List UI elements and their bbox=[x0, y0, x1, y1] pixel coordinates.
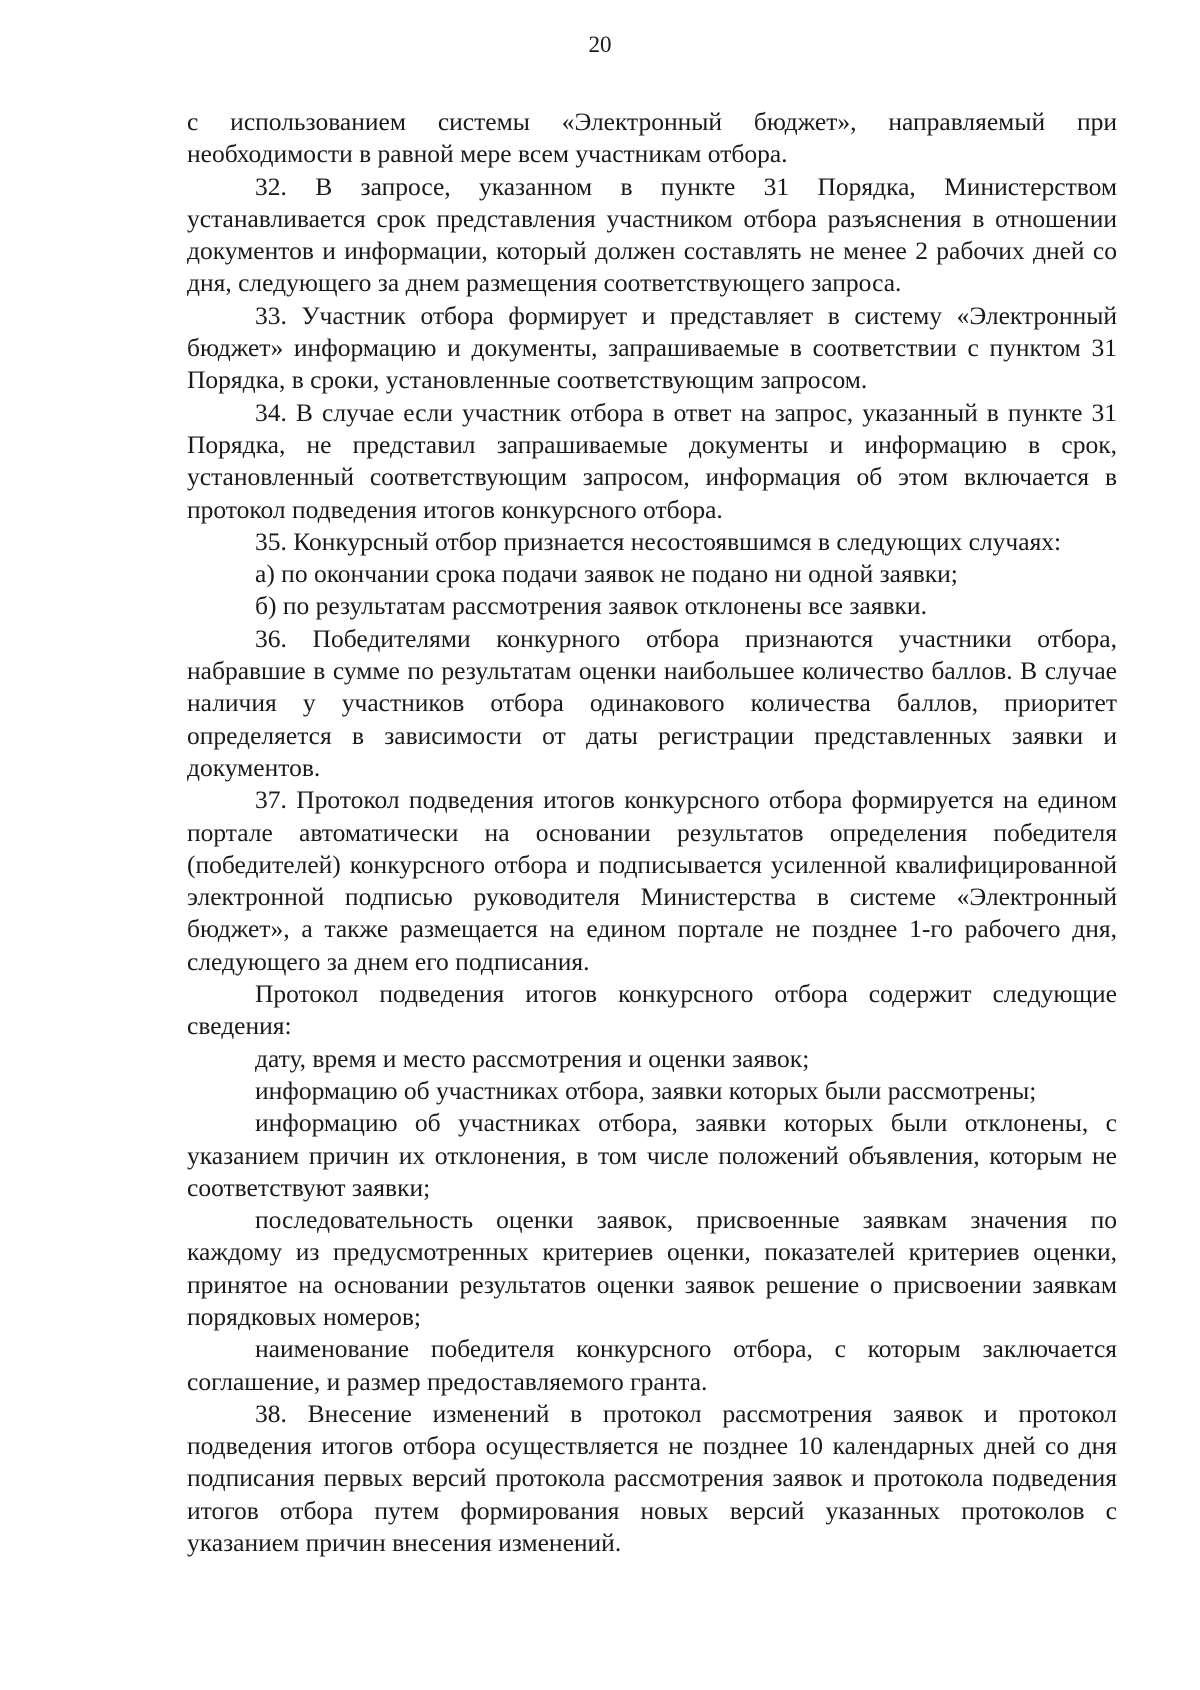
paragraph-36: 36. Победителями конкурного отбора признаются участники отбора, набравшие в сумме по результатам оценки наибольшее количество баллов. В случае наличия у участников отбора одинакового количества баллов, приоритет определяется в зависимости от даты регистрации представленных заявки и документов. bbox=[187, 623, 1117, 782]
list-item-reviewed-participants: информацию об участниках отбора, заявки которых были рассмотрены; bbox=[255, 1075, 1037, 1105]
paragraph-34: 34. В случае если участник отбора в ответ на запрос, указанный в пункте 31 Порядка, не представил запрашиваемые документы и информацию в срок, установленный соответствующим запросом, информация об этом включается в протокол подведения итогов конкурсного отбора. bbox=[187, 397, 1117, 524]
paragraph-35: 35. Конкурсный отбор признается несостоявшимся в следующих случаях: bbox=[255, 526, 1062, 556]
list-item-date-time-place: дату, время и место рассмотрения и оценки заявок; bbox=[255, 1043, 810, 1073]
list-item-evaluation-sequence: последовательность оценки заявок, присвоенные заявкам значения по каждому из предусмотренных критериев оценки, показателей критериев оценки, принятое на основании результатов оценки заявок решение о присвоении заявкам порядковых номеров; bbox=[187, 1205, 1117, 1331]
list-item-winner-name: наименование победителя конкурсного отбора, с которым заключается соглашение, и размер предоставляемого гранта. bbox=[187, 1334, 1117, 1396]
page-number: 20 bbox=[588, 32, 612, 57]
paragraph-37: 37. Протокол подведения итогов конкурсного отбора формируется на едином портале автоматически на основании результатов определения победителя (победителей) конкурсного отбора и подписывается усиленной квалифицированной электронной подписью руководителя Министерства в системе «Электронный бюджет», а также размещается на едином портале не позднее 1-го рабочего дня, следующего за днем его подписания. bbox=[187, 785, 1117, 976]
list-item-rejected-participants: информацию об участниках отбора, заявки которых были отклонены, с указанием причин их отклонения, в том числе положений объявления, которым не соответствуют заявки; bbox=[187, 1108, 1117, 1202]
paragraph-protocol-contents: Протокол подведения итогов конкурсного отбора содержит следующие сведения: bbox=[187, 979, 1117, 1041]
paragraph-35-b: б) по результатам рассмотрения заявок отклонены все заявки. bbox=[255, 591, 927, 621]
paragraph-continuation: с использованием системы «Электронный бюджет», направляемый при необходимости в равной мере всем участникам отбора. bbox=[187, 107, 1117, 169]
paragraph-35-a: а) по окончании срока подачи заявок не подано ни одной заявки; bbox=[255, 559, 958, 589]
document-body bbox=[187, 106, 1117, 1559]
paragraph-33: 33. Участник отбора формирует и представляет в систему «Электронный бюджет» информацию и документы, запрашиваемые в соответствии с пунктом 31 Порядка, в сроки, установленные соответствующим запросом. bbox=[187, 300, 1117, 395]
paragraph-38: 38. Внесение изменений в протокол рассмотрения заявок и протокол подведения итогов отбора осуществляется не позднее 10 календарных дней со дня подписания первых версий протокола рассмотрения заявок и протокола подведения итогов отбора путем формирования новых версий указанных протоколов с указанием причин внесения изменений. bbox=[187, 1398, 1117, 1558]
paragraph-32: 32. В запросе, указанном в пункте 31 Порядка, Министерством устанавливается срок представления участником отбора разъяснения в отношении документов и информации, который должен составлять не менее 2 рабочих дней со дня, следующего за днем размещения соответствующего запроса. bbox=[187, 171, 1117, 298]
